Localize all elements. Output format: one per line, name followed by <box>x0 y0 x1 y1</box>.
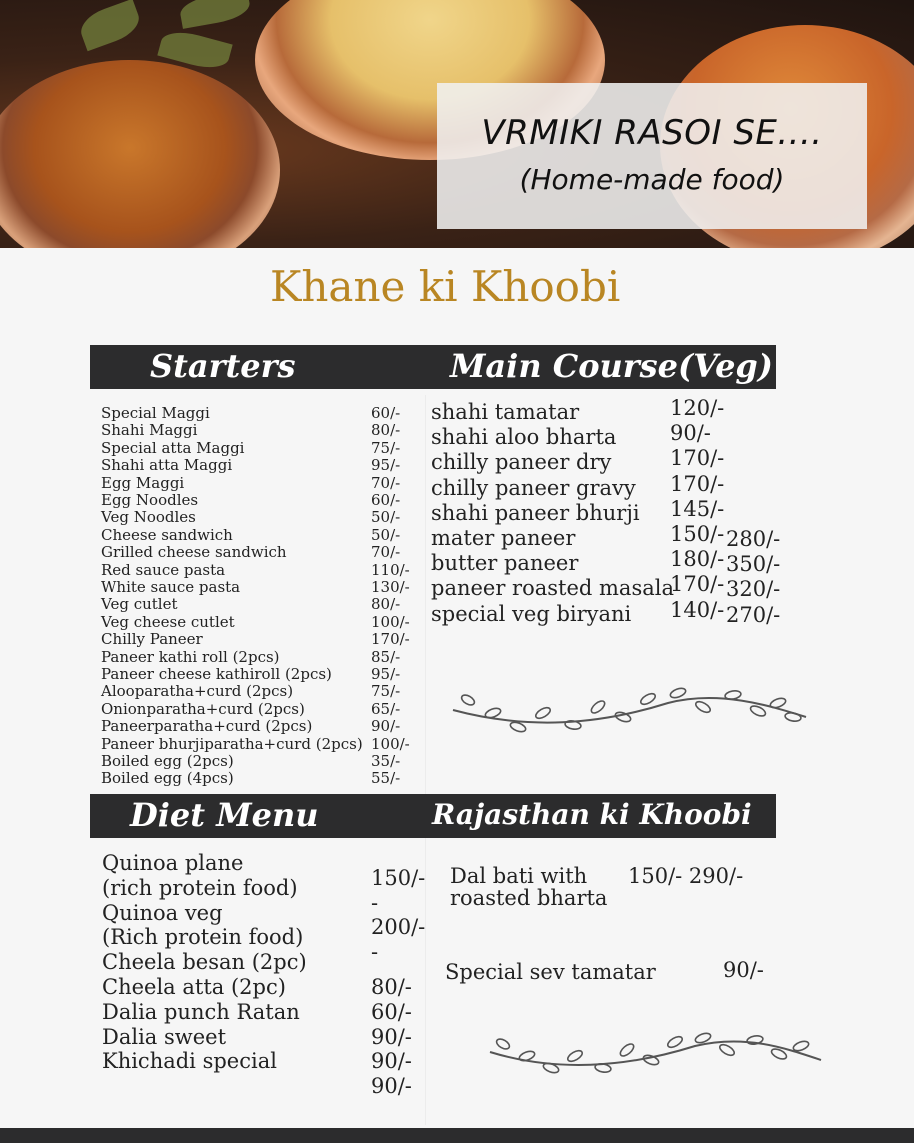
starter-item-name: Veg cheese cutlet <box>101 612 235 631</box>
starter-item-name: Cheese sandwich <box>101 525 233 544</box>
starter-item-price: 110/- <box>371 560 410 579</box>
starter-item-name: Red sauce pasta <box>101 560 226 579</box>
starter-item-price: 60/- <box>371 404 401 422</box>
main-course-item-price-full: 280/- <box>726 527 781 551</box>
starter-item-price: 35/- <box>371 752 401 770</box>
starter-item-name: Alooparatha+curd (2pcs) <box>101 682 294 701</box>
diet-item-price: 200/- <box>371 915 426 940</box>
starter-item-price: 50/- <box>371 525 401 544</box>
main-course-item-name: shahi tamatar <box>431 400 580 424</box>
diet-item-name: Cheela besan (2pc) <box>102 950 307 975</box>
main-course-item-price: 170/- <box>670 446 725 471</box>
menu-heading: Khane ki Khoobi <box>270 262 621 311</box>
section-bar-bottom <box>90 794 776 838</box>
column-divider <box>425 395 426 1125</box>
main-course-item-name: chilly paneer gravy <box>431 475 636 500</box>
diet-item-name: Dalia sweet <box>102 1024 227 1049</box>
starter-item-price: 85/- <box>371 647 401 666</box>
rajasthan-item-1-line2: roasted bharta <box>450 886 608 910</box>
rajasthan-item-1-line1: Dal bati with <box>450 864 588 888</box>
main-course-item-price: 90/- <box>670 421 711 446</box>
starter-item-name: Egg Maggi <box>101 473 185 492</box>
main-course-item-price: 150/- <box>670 522 725 546</box>
starter-item-name: Paneer cheese kathiroll (2pcs) <box>101 665 332 683</box>
starter-item-name: Special atta Maggi <box>101 438 245 457</box>
diet-item-price: 90/- <box>371 1024 412 1049</box>
diet-item-price: 80/- <box>371 975 412 999</box>
main-course-title: Main Course(Veg) <box>450 347 773 385</box>
starter-item-name: Egg Noodles <box>101 491 199 509</box>
diet-item-price: - <box>371 890 379 915</box>
rajasthan-item-1-price: 150/- 290/- <box>628 864 744 888</box>
starter-item-price: 95/- <box>371 456 401 475</box>
main-course-item-name: shahi aloo bharta <box>431 425 617 450</box>
diet-item-price: - <box>371 940 379 965</box>
diet-item-name: Quinoa plane <box>102 851 244 875</box>
diet-item-price: 90/- <box>371 1049 412 1074</box>
main-course-item-price: 145/- <box>670 496 725 521</box>
starter-item-price: 50/- <box>371 508 401 527</box>
diet-item-price: 150/- <box>371 865 426 890</box>
starter-item-name: Shahi Maggi <box>101 421 198 440</box>
main-course-item-price: 180/- <box>670 547 725 572</box>
main-course-item-name: mater paneer <box>431 526 576 550</box>
main-course-item-name: paneer roasted masala <box>431 576 674 601</box>
diet-item-name: Quinoa veg <box>102 900 223 925</box>
diet-item-name: (rich protein food) <box>102 875 298 900</box>
starter-item-price: 100/- <box>371 734 410 753</box>
main-course-item-name: chilly paneer dry <box>431 450 612 475</box>
restaurant-name: VRMIKI RASOI SE.... <box>481 113 823 153</box>
main-course-item-price: 120/- <box>670 396 725 420</box>
starter-item-name: Chilly Paneer <box>101 630 203 649</box>
diet-item-name: (Rich protein food) <box>102 925 304 950</box>
section-bar-top <box>90 345 776 389</box>
diet-menu-title: Diet Menu <box>130 796 319 834</box>
bay-leaf-decoration <box>178 0 252 29</box>
starter-item-name: Grilled cheese sandwich <box>101 543 287 562</box>
rajasthan-item-2-name: Special sev tamatar <box>445 960 656 984</box>
starter-item-price: 130/- <box>371 578 410 596</box>
restaurant-title-box <box>437 83 867 229</box>
rajasthan-title: Rajasthan ki Khoobi <box>432 798 752 831</box>
diet-item-price: 90/- <box>371 1074 412 1099</box>
starter-item-price: 55/- <box>371 769 401 788</box>
main-course-item-price: 170/- <box>670 471 725 496</box>
starter-item-name: Paneer bhurjiparatha+curd (2pcs) <box>101 734 363 753</box>
main-course-item-name: butter paneer <box>431 551 579 576</box>
diet-item-name: Cheela atta (2pc) <box>102 975 286 999</box>
main-course-item-price: 140/- <box>670 597 725 622</box>
starter-item-name: White sauce pasta <box>101 578 241 596</box>
starter-item-price: 170/- <box>371 630 410 649</box>
starter-item-price: 75/- <box>371 438 401 457</box>
starter-item-price: 95/- <box>371 665 401 683</box>
starter-item-name: Paneerparatha+curd (2pcs) <box>101 717 313 736</box>
starters-title: Starters <box>150 347 296 385</box>
starter-item-price: 70/- <box>371 473 401 492</box>
starter-item-price: 65/- <box>371 699 401 718</box>
starter-item-price: 60/- <box>371 491 401 509</box>
main-course-item-price: 170/- <box>670 572 725 597</box>
starter-item-price: 90/- <box>371 717 401 736</box>
restaurant-tagline: (Home-made food) <box>519 163 785 196</box>
starter-item-name: Veg cutlet <box>101 595 178 614</box>
main-course-item-name: shahi paneer bhurji <box>431 500 640 525</box>
rajasthan-item-2-price: 90/- <box>723 958 764 982</box>
starter-item-name: Shahi atta Maggi <box>101 456 233 475</box>
starter-item-price: 80/- <box>371 595 401 614</box>
starter-item-name: Boiled egg (2pcs) <box>101 752 234 770</box>
starter-item-name: Paneer kathi roll (2pcs) <box>101 647 280 666</box>
main-course-item-price-full: 270/- <box>726 602 781 627</box>
starter-item-name: Special Maggi <box>101 404 210 422</box>
main-course-item-price-full: 320/- <box>726 577 781 602</box>
main-course-item-name: special veg biryani <box>431 601 632 626</box>
footer-bar <box>0 1128 914 1143</box>
diet-item-name: Dalia punch Ratan <box>102 999 300 1024</box>
starter-item-price: 100/- <box>371 612 410 631</box>
vine-ornament-top <box>448 685 810 735</box>
starter-item-name: Boiled egg (4pcs) <box>101 769 234 788</box>
starter-item-price: 70/- <box>371 543 401 562</box>
hero-food-photo <box>0 0 914 248</box>
vine-ornament-bottom <box>485 1030 825 1078</box>
main-course-item-price-full: 350/- <box>726 552 781 577</box>
starter-item-name: Onionparatha+curd (2pcs) <box>101 699 305 718</box>
bay-leaf-decoration <box>76 0 144 51</box>
starter-item-price: 80/- <box>371 421 401 440</box>
dal-bowl-image <box>0 60 280 248</box>
diet-item-name: Khichadi special <box>102 1049 277 1074</box>
starter-item-name: Veg Noodles <box>101 508 196 527</box>
starter-item-price: 75/- <box>371 682 401 701</box>
diet-item-price: 60/- <box>371 999 412 1024</box>
